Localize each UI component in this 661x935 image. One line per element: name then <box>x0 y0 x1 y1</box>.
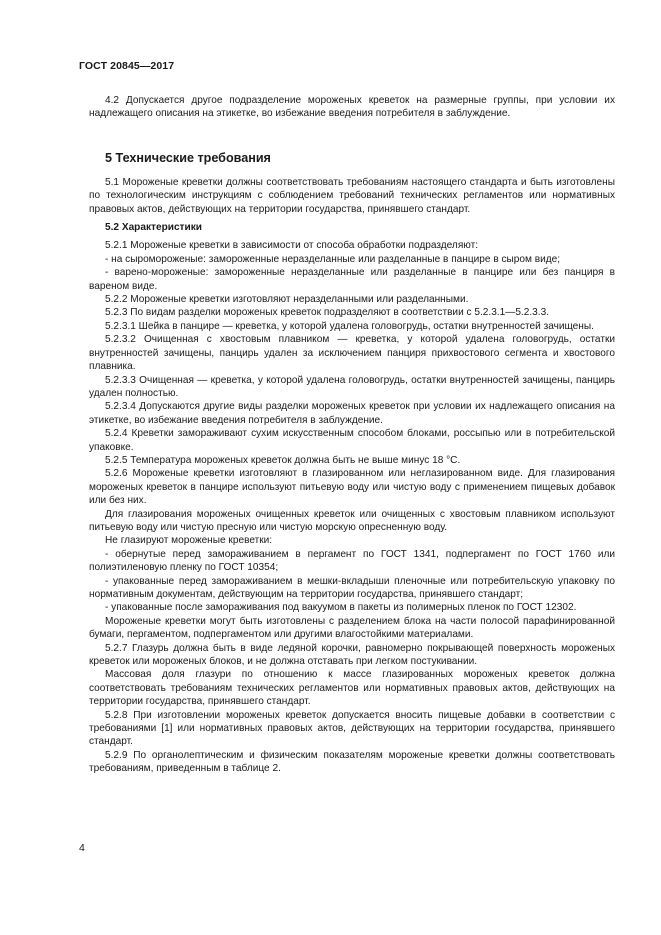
paragraph-5-2-6-block-division: Мороженые креветки могут быть изготовлены с разделением блока на части полосой парафинированной бумаги, пергаментом, подпергаментом или другими влагостойкими материалами. <box>89 615 615 641</box>
list-item-parchment: - обернутые перед замораживанием в пергамент по ГОСТ 1341, подпергамент по ГОСТ 1760 или полиэтиленовую пленку по ГОСТ 10354; <box>89 548 615 574</box>
paragraph-5-2-4: 5.2.4 Креветки замораживают сухим искусственным способом блоками, россыпью или в потребительской упаковке. <box>89 428 615 453</box>
paragraph-5-2-3-1: 5.2.3.1 Шейка в панцире — креветка, у которой удалена головогрудь, остатки внутренностей зачищены. <box>105 320 594 332</box>
paragraph-5-2-8: 5.2.8 При изготовлении мороженых креветок допускается вносить пищевые добавки в соответствии с требованиями [1] или нормативных правовых актов, действующих на территории государства, принявшего стандарт. <box>89 709 615 748</box>
document-header-code: ГОСТ 20845—2017 <box>79 60 175 72</box>
list-item-vacuum: - упакованные после замораживания под вакуумом в пакеты из полимерных пленок по ГОСТ 12302. <box>105 602 577 614</box>
paragraph-5-2-3-3: 5.2.3.3 Очищенная — креветка, у которой удалена головогрудь, остатки внутренностей зачищены, панцирь удален полностью. <box>89 374 615 399</box>
paragraph-5-2-9: 5.2.9 По органолептическим и физическим показателям мороженые креветки должны соответствовать требованиям, приведенным в таблице 2. <box>89 749 615 775</box>
paragraph-5-1: 5.1 Мороженые креветки должны соответствовать требованиям настоящего стандарта и быть изготовлены по технологическим инструкциям с соблюдением требований технических регламентов или нормативных правовых актов, действующих на территории государства, принявшего стандарт. <box>89 176 615 215</box>
paragraph-4-2: 4.2 Допускается другое подразделение мороженых креветок на размерные группы, при условии их надлежащего описания на этикетке, во избежание введения потребителя в заблуждение. <box>89 95 615 120</box>
paragraph-5-2-7-glaze-share: Массовая доля глазури по отношению к массе глазированных мороженых креветок должна соответствовать требованиям технических регламентов или нормативных правовых актов, действующих на территории государства, принявшего стандарт. <box>89 669 615 708</box>
page-number: 4 <box>79 842 85 854</box>
document-body <box>89 94 615 776</box>
paragraph-5-2-6-not-glazed: Не глазируют мороженые креветки: <box>105 535 273 547</box>
paragraph-5-2-5: 5.2.5 Температура мороженых креветок должна быть не выше минус 18 °С. <box>105 454 461 466</box>
paragraph-5-2-3-4: 5.2.3.4 Допускаются другие виды разделки мороженых креветок при условии их надлежащего описания на этикетке, во избежание введения потребителя в заблуждение. <box>89 401 615 426</box>
list-item-raw-frozen: - на сыромороженые: замороженные неразделанные или разделанные в панцире в сыром виде; <box>105 253 561 265</box>
subsection-5-2-title: 5.2 Характеристики <box>105 222 202 234</box>
paragraph-5-2-7: 5.2.7 Глазурь должна быть в виде ледяной корочки, равномерно покрывающей поверхность мороженых креветок или мороженых блоков, и не должна отставать при легком постукивании. <box>89 642 615 668</box>
paragraph-5-2-3-2: 5.2.3.2 Очищенная с хвостовым плавником — креветка, у которой удалена головогрудь, остатки внутренностей зачищены, панцирь удален за исключением панциря прихвостового сегмента и хвостового плавника. <box>89 334 615 373</box>
paragraph-5-2-6-glazing-peeled: Для глазирования мороженых очищенных креветок или очищенных с хвостовым плавником используют питьевую воду или чистую пресную или чистую морскую опресненную воду. <box>89 508 615 533</box>
section-5-title: 5 Технические требования <box>105 150 271 165</box>
paragraph-5-2-3: 5.2.3 По видам разделки мороженых креветок подразделяют в соответствии с 5.2.3.1—5.2.3.3. <box>105 307 549 319</box>
list-item-bag-liners: - упакованные перед замораживанием в мешки-вкладыши пленочные или потребительскую упаковку по нормативным документам, действующим на территории государства, принявшего стандарт; <box>89 575 615 600</box>
paragraph-5-2-6: 5.2.6 Мороженые креветки изготовляют в глазированном или неглазированном виде. Для глазирования мороженых креветок в панцире используют питьевую воду или чистую воду с применением пищевых добавок или без них. <box>89 468 615 507</box>
paragraph-5-2-1: 5.2.1 Мороженые креветки в зависимости от способа обработки подразделяют: <box>105 240 479 252</box>
list-item-boiled-frozen: - варено-мороженые: замороженные неразделанные или разделанные в панцире или без панциря в вареном виде. <box>89 267 615 292</box>
paragraph-5-2-2: 5.2.2 Мороженые креветки изготовляют неразделанными или разделанными. <box>105 294 469 306</box>
